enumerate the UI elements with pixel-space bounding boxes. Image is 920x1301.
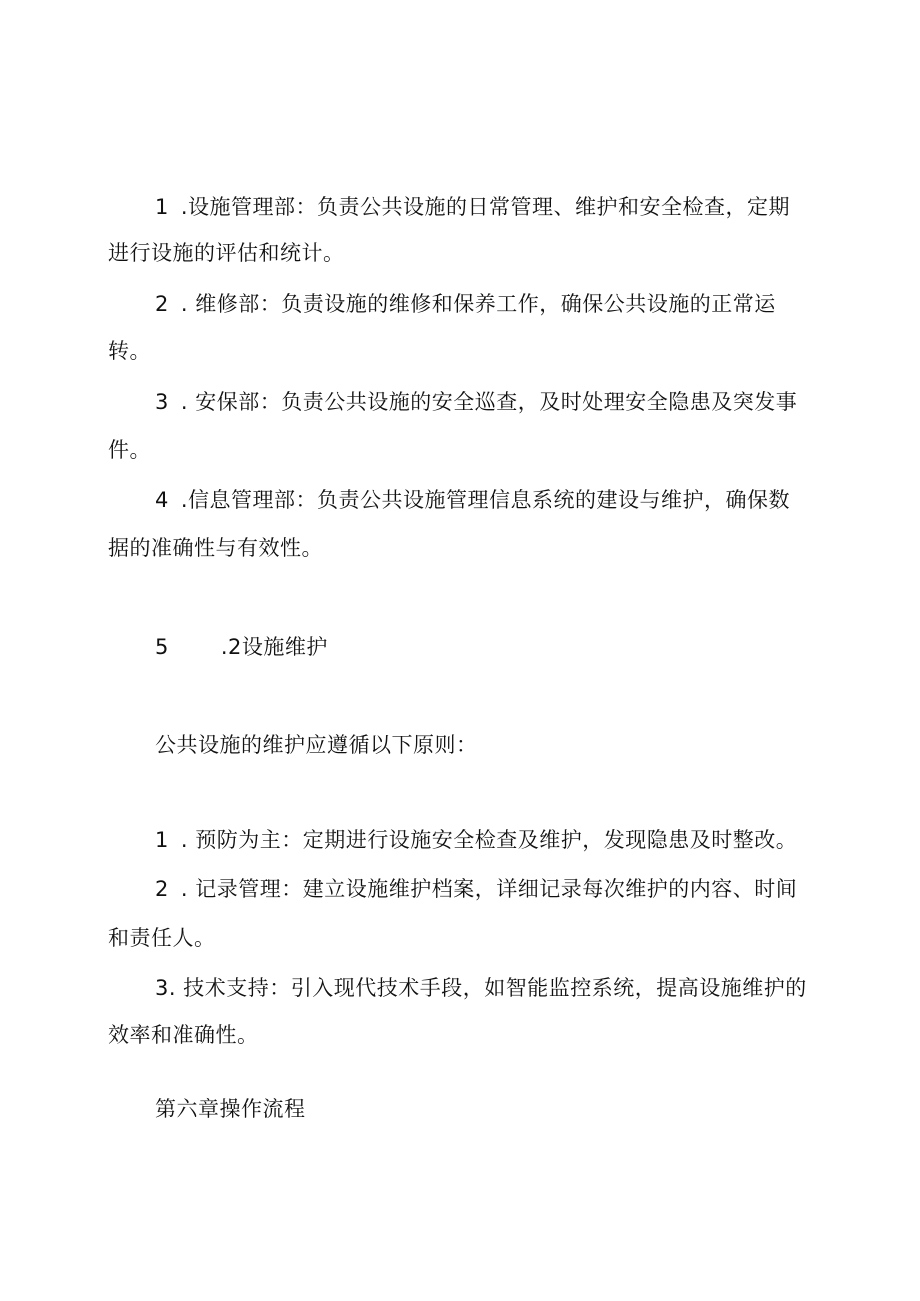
list-item-security-dept: [155, 389, 797, 415]
list-text: 3. 技术支持：引入现代技术手段，如智能监控系统，提高设施维护的: [155, 976, 807, 1000]
list-text: .信息管理部：负责公共设施管理信息系统的建设与维护，确保数: [180, 488, 791, 512]
list-text: . 安保部：负责公共设施的安全巡查，及时处理安全隐患及突发事: [180, 390, 798, 414]
list-number: 2: [155, 877, 169, 901]
list-number: 1: [155, 828, 169, 852]
list-text: 进行设施的评估和统计。: [108, 241, 345, 265]
list-number: 4: [155, 488, 169, 512]
list-text: . 维修部：负责设施的维修和保养工作，确保公共设施的正常运: [180, 292, 776, 316]
list-item-continuation: [108, 240, 345, 266]
chapter-heading: 第六章操作流程: [155, 1097, 306, 1121]
list-item-facility-management: [155, 194, 790, 220]
list-text: 件。: [108, 438, 151, 462]
principle-tech-support: [155, 975, 807, 1001]
principle-record-management: [155, 876, 797, 902]
list-item-continuation: [108, 535, 323, 561]
section-number: 5: [155, 635, 169, 659]
list-item-maintenance-dept: [155, 291, 776, 317]
section-title: .2设施维护: [220, 635, 328, 659]
list-item-info-management: [155, 487, 790, 513]
section-heading: [155, 634, 328, 660]
list-number: 3: [155, 390, 169, 414]
list-number: 1: [155, 195, 169, 219]
list-item-continuation: [108, 338, 151, 364]
list-item-continuation: [108, 1022, 259, 1048]
intro-paragraph: 公共设施的维护应遵循以下原则：: [155, 733, 478, 757]
list-text: 转。: [108, 339, 151, 363]
list-item-continuation: [108, 437, 151, 463]
list-text: .设施管理部：负责公共设施的日常管理、维护和安全检查，定期: [180, 195, 791, 219]
list-text: 据的准确性与有效性。: [108, 536, 323, 560]
list-text: . 预防为主：定期进行设施安全检查及维护，发现隐患及时整改。: [180, 828, 798, 852]
list-item-continuation: [108, 925, 216, 951]
list-number: 2: [155, 292, 169, 316]
principle-prevention: [155, 827, 797, 853]
list-text: 效率和准确性。: [108, 1023, 259, 1047]
list-text: 和责任人。: [108, 926, 216, 950]
list-text: . 记录管理：建立设施维护档案，详细记录每次维护的内容、时间: [180, 877, 798, 901]
